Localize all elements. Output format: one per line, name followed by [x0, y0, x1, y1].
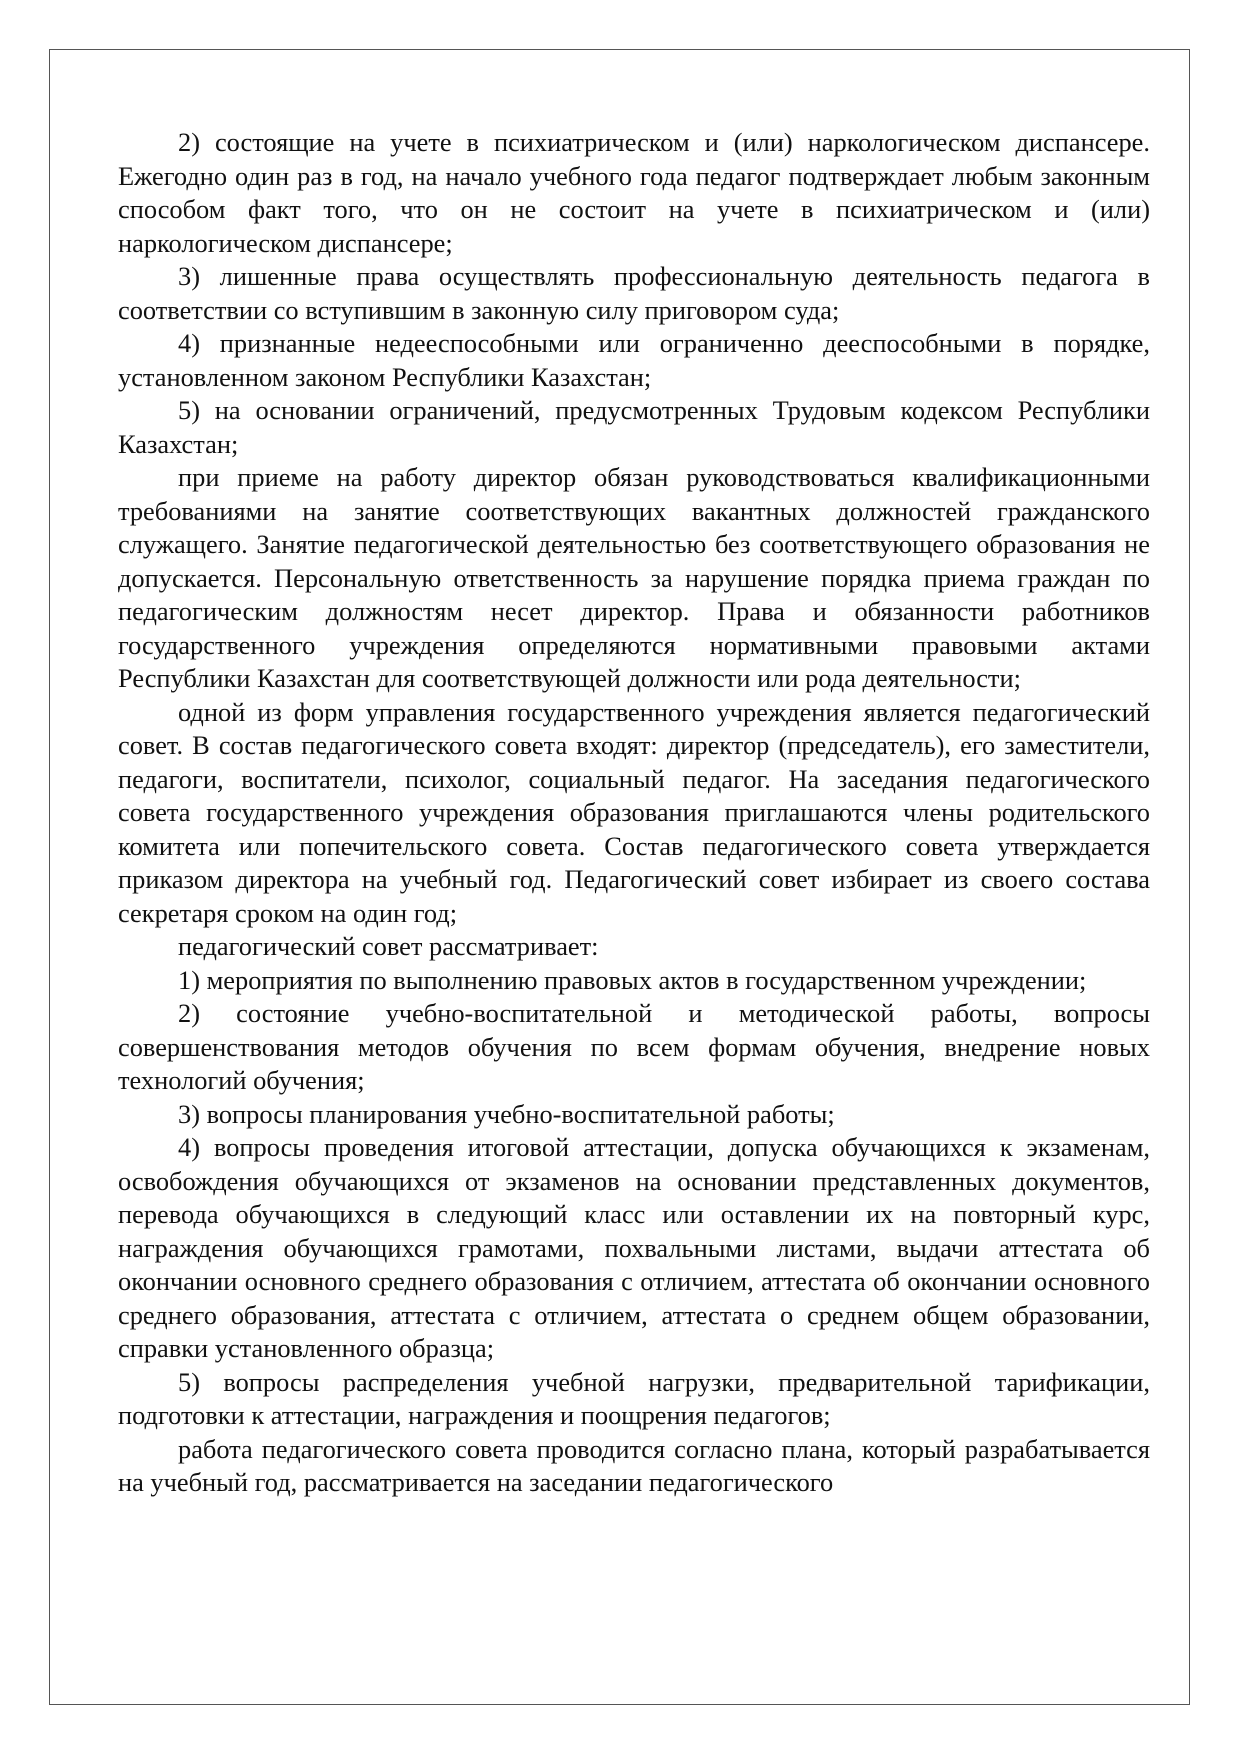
paragraph-council-considers: педагогический совет рассматривает:	[178, 931, 599, 961]
paragraph-council-item-1: 1) мероприятия по выполнению правовых актов в государственном учреждении;	[178, 964, 1087, 995]
paragraph-item-3-deprived-rights: 3) лишенные права осуществлять профессиональную деятельность педагога в соответствии со вступившим в законную силу приговором суда;	[118, 261, 1150, 325]
paragraph-council-item-4: 4) вопросы проведения итоговой аттестации, допуска обучающихся к экзаменам, освобождения обучающихся от экзаменов на основании представленных документов, перевода обучающихся в следующий класс или оставлении их на повторный курс, награждения обучающихся грамотами, похвальными листами, выдачи аттестата об окончании основного среднего образования с отличием, аттестата об окончании основного среднего образования, аттестата с отличием, аттестата о среднем общем образовании, справки установленного образца;	[118, 1132, 1150, 1363]
paragraph-item-2-psychiatric: 2) состоящие на учете в психиатрическом и (или) наркологическом диспансере. Ежегодно один раз в год, на начало учебного года педагог подтверждает любым законным способом факт того, что он не состоит на учете в психиатрическом и (или) наркологическом диспансере;	[118, 127, 1150, 258]
paragraph-item-4-incapacitated: 4) признанные недееспособными или ограниченно дееспособными в порядке, установленном законом Республики Казахстан;	[118, 328, 1150, 392]
paragraph-council-work-plan: работа педагогического совета проводится согласно плана, который разрабатывается на учебный год, рассматривается на заседании педагогического	[118, 1433, 1150, 1497]
paragraph-item-5-labor-code: 5) на основании ограничений, предусмотренных Трудовым кодексом Республики Казахстан;	[118, 395, 1150, 459]
paragraph-council-item-3: 3) вопросы планирования учебно-воспитательной работы;	[178, 1098, 835, 1129]
paragraph-council-item-2: 2) состояние учебно-воспитательной и методической работы, вопросы совершенствования методов обучения по всем формам обучения, внедрение новых технологий обучения;	[118, 998, 1150, 1095]
paragraph-hiring-rules: при приеме на работу директор обязан руководствоваться квалификационными требованиями на занятие соответствующих вакантных должностей гражданского служащего. Занятие педагогической деятельностью без соответствующего образования не допускается. Персональную ответственность за нарушение порядка приема граждан по педагогическим должностям несет директор. Права и обязанности работников государственного учреждения определяются нормативными правовыми актами Республики Казахстан для соответствующей должности или рода деятельности;	[118, 462, 1150, 693]
paragraph-council-item-5: 5) вопросы распределения учебной нагрузки, предварительной тарификации, подготовки к аттестации, награждения и поощрения педагогов;	[118, 1366, 1150, 1430]
paragraph-pedagogical-council: одной из форм управления государственного учреждения является педагогический совет. В состав педагогического совета входят: директор (председатель), его заместители, педагоги, воспитатели, психолог, социальный педагог. На заседания педагогического совета государственного учреждения образования приглашаются члены родительского комитета или попечительского совета. Состав педагогического совета утверждается приказом директора на учебный год. Педагогический совет избирает из своего состава секретаря сроком на один год;	[118, 696, 1150, 928]
document-body	[118, 126, 1150, 1500]
